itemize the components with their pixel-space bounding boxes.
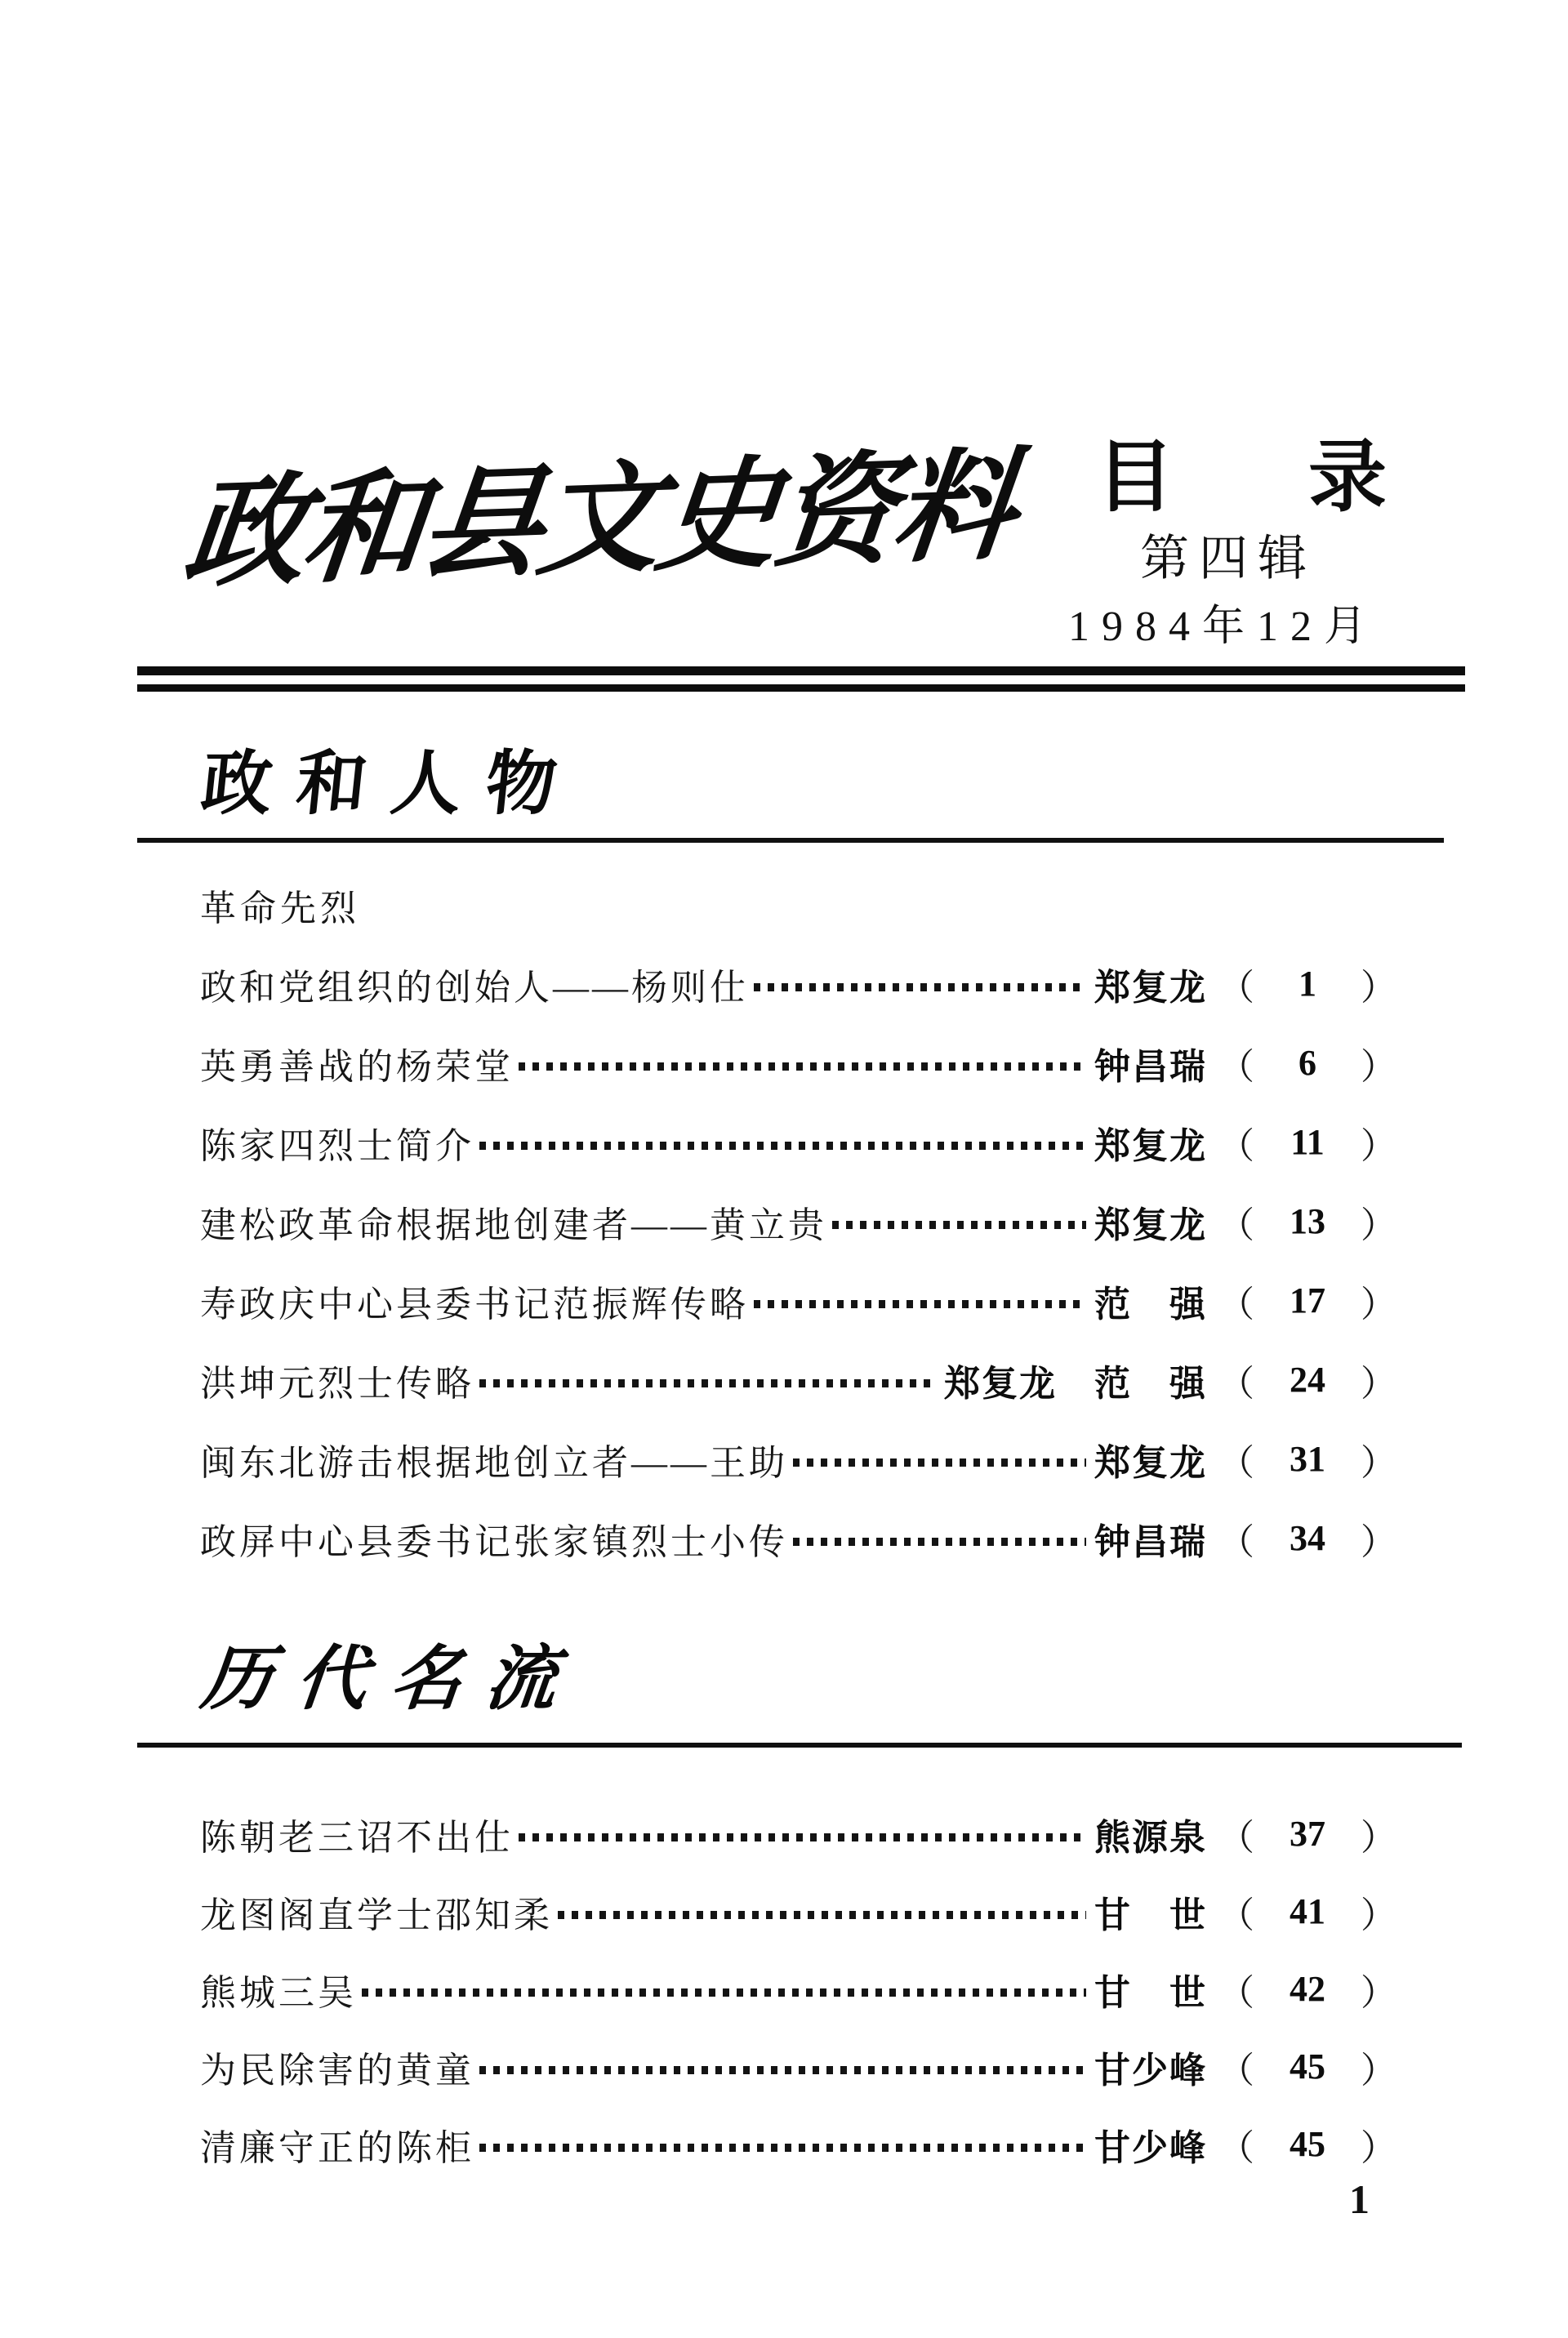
toc-entry bbox=[200, 1795, 1396, 1873]
page-number: 42 bbox=[1290, 1969, 1325, 2009]
paren-close: ） bbox=[1361, 1205, 1396, 1245]
toc-entry bbox=[200, 1419, 1396, 1499]
page-number: 31 bbox=[1290, 1439, 1325, 1479]
dot-leader bbox=[793, 1458, 1086, 1467]
issue-date: 1984年12月 bbox=[1068, 603, 1379, 650]
toc-entry bbox=[200, 1023, 1396, 1102]
volume-label: 第四辑 bbox=[1140, 532, 1316, 586]
toc-entry bbox=[200, 1261, 1396, 1340]
dot-leader bbox=[479, 1142, 1086, 1150]
toc-list-section-1 bbox=[200, 944, 1396, 1578]
paren-close: ） bbox=[1361, 1817, 1396, 1858]
paren-open: （ bbox=[1218, 1205, 1254, 1245]
page-number: 13 bbox=[1290, 1201, 1325, 1241]
dot-leader bbox=[479, 2066, 1086, 2074]
paren-close: ） bbox=[1361, 967, 1396, 1008]
section-rule bbox=[137, 1743, 1462, 1748]
page-number: 24 bbox=[1290, 1360, 1325, 1400]
paren-open: （ bbox=[1218, 1817, 1254, 1858]
page-number: 11 bbox=[1290, 1122, 1325, 1162]
page-number: 34 bbox=[1290, 1518, 1325, 1558]
page-number: 17 bbox=[1290, 1280, 1325, 1320]
page-number: 6 bbox=[1298, 1043, 1316, 1083]
entry-title: 洪坤元烈士传略 bbox=[200, 1363, 474, 1404]
toc-entry bbox=[200, 1182, 1396, 1261]
entry-title: 建松政革命根据地创建者——黄立贵 bbox=[200, 1205, 827, 1245]
entry-author: 钟昌瑞 bbox=[1094, 1046, 1207, 1087]
entry-page-ref bbox=[1218, 1886, 1396, 1938]
journal-title-calligraphy: 政和县文史资料 bbox=[177, 439, 1019, 603]
entry-author: 甘少峰 bbox=[1094, 2050, 1207, 2091]
entry-author: 郑复龙 范 强 bbox=[944, 1363, 1207, 1404]
page-number: 41 bbox=[1290, 1891, 1325, 1931]
dot-leader bbox=[558, 1911, 1086, 1919]
entry-title: 陈朝老三诏不出仕 bbox=[200, 1817, 514, 1858]
paren-close: ） bbox=[1361, 1972, 1396, 2013]
subsection-heading-martyrs: 革命先烈 bbox=[200, 888, 360, 929]
paren-close: ） bbox=[1361, 2127, 1396, 2168]
page-number: 45 bbox=[1290, 2046, 1325, 2086]
entry-author: 甘少峰 bbox=[1094, 2127, 1207, 2168]
page-number: 37 bbox=[1290, 1814, 1325, 1854]
paren-open: （ bbox=[1218, 1125, 1254, 1166]
toc-entry bbox=[200, 944, 1396, 1023]
entry-page-ref bbox=[1218, 1512, 1396, 1565]
header-double-rule bbox=[137, 666, 1465, 692]
toc-entry bbox=[200, 2028, 1396, 2105]
section-rule bbox=[137, 838, 1444, 843]
entry-page-ref bbox=[1218, 2118, 1396, 2171]
paren-close: ） bbox=[1361, 2050, 1396, 2091]
dot-leader bbox=[793, 1538, 1086, 1546]
entry-page-ref bbox=[1218, 1196, 1396, 1248]
toc-entry bbox=[200, 1950, 1396, 2028]
toc-entry bbox=[200, 1102, 1396, 1182]
paren-close: ） bbox=[1361, 1363, 1396, 1404]
section-heading-historical-notables: 历代名流 bbox=[198, 1640, 586, 1718]
entry-title: 闽东北游击根据地创立者——王助 bbox=[200, 1442, 788, 1483]
dot-leader bbox=[754, 983, 1086, 991]
entry-author: 郑复龙 bbox=[1094, 1125, 1207, 1166]
paren-open: （ bbox=[1218, 2127, 1254, 2168]
entry-title: 龙图阁直学士邵知柔 bbox=[200, 1895, 553, 1935]
paren-open: （ bbox=[1218, 1046, 1254, 1087]
entry-title: 为民除害的黄童 bbox=[200, 2050, 474, 2091]
paren-close: ） bbox=[1361, 1284, 1396, 1325]
entry-title: 清廉守正的陈柜 bbox=[200, 2127, 474, 2168]
paren-close: ） bbox=[1361, 1046, 1396, 1087]
entry-author: 钟昌瑞 bbox=[1094, 1521, 1207, 1562]
folio-page-number: 1 bbox=[1349, 2176, 1370, 2222]
toc-entry bbox=[200, 1873, 1396, 1950]
entry-page-ref bbox=[1218, 2041, 1396, 2093]
entry-title: 陈家四烈士简介 bbox=[200, 1125, 474, 1166]
entry-title: 政和党组织的创始人——杨则仕 bbox=[200, 967, 749, 1008]
section-heading-zhenghe-figures: 政和人物 bbox=[198, 745, 586, 823]
entry-page-ref bbox=[1218, 1275, 1396, 1327]
entry-author: 甘 世 bbox=[1094, 1895, 1207, 1935]
entry-author: 郑复龙 bbox=[1094, 1205, 1207, 1245]
dot-leader bbox=[479, 1379, 936, 1387]
entry-page-ref bbox=[1218, 958, 1396, 1010]
paren-close: ） bbox=[1361, 1442, 1396, 1483]
toc-entry bbox=[200, 2105, 1396, 2183]
entry-title: 寿政庆中心县委书记范振辉传略 bbox=[200, 1284, 749, 1325]
dot-leader bbox=[362, 1988, 1086, 1997]
dot-leader bbox=[832, 1221, 1086, 1229]
page-number: 45 bbox=[1290, 2124, 1325, 2164]
paren-close: ） bbox=[1361, 1521, 1396, 1562]
paren-open: （ bbox=[1218, 1442, 1254, 1483]
dot-leader bbox=[754, 1300, 1086, 1308]
entry-author: 熊源泉 bbox=[1094, 1817, 1207, 1858]
toc-title: 目 录 bbox=[1096, 434, 1414, 521]
entry-author: 郑复龙 bbox=[1094, 967, 1207, 1008]
paren-open: （ bbox=[1218, 1972, 1254, 2013]
paren-open: （ bbox=[1218, 2050, 1254, 2091]
paren-open: （ bbox=[1218, 967, 1254, 1008]
entry-title: 英勇善战的杨荣堂 bbox=[200, 1046, 514, 1087]
entry-page-ref bbox=[1218, 1433, 1396, 1485]
paren-open: （ bbox=[1218, 1895, 1254, 1935]
dot-leader bbox=[519, 1062, 1086, 1071]
toc-list-section-2 bbox=[200, 1795, 1396, 2183]
page-number: 1 bbox=[1298, 964, 1316, 1004]
toc-entry bbox=[200, 1340, 1396, 1419]
entry-author: 甘 世 bbox=[1094, 1972, 1207, 2013]
entry-title: 熊城三吴 bbox=[200, 1972, 357, 2013]
entry-page-ref bbox=[1218, 1037, 1396, 1089]
entry-title: 政屏中心县委书记张家镇烈士小传 bbox=[200, 1521, 788, 1562]
entry-page-ref bbox=[1218, 1963, 1396, 2015]
dot-leader bbox=[519, 1833, 1086, 1841]
paren-open: （ bbox=[1218, 1363, 1254, 1404]
paren-open: （ bbox=[1218, 1284, 1254, 1325]
dot-leader bbox=[479, 2144, 1086, 2152]
toc-entry bbox=[200, 1499, 1396, 1578]
entry-author: 范 强 bbox=[1094, 1284, 1207, 1325]
entry-page-ref bbox=[1218, 1354, 1396, 1406]
paren-close: ） bbox=[1360, 1125, 1396, 1166]
entry-page-ref bbox=[1218, 1116, 1396, 1169]
entry-page-ref bbox=[1218, 1808, 1396, 1860]
entry-author: 郑复龙 bbox=[1094, 1442, 1207, 1483]
paren-open: （ bbox=[1218, 1521, 1254, 1562]
paren-close: ） bbox=[1361, 1895, 1396, 1935]
